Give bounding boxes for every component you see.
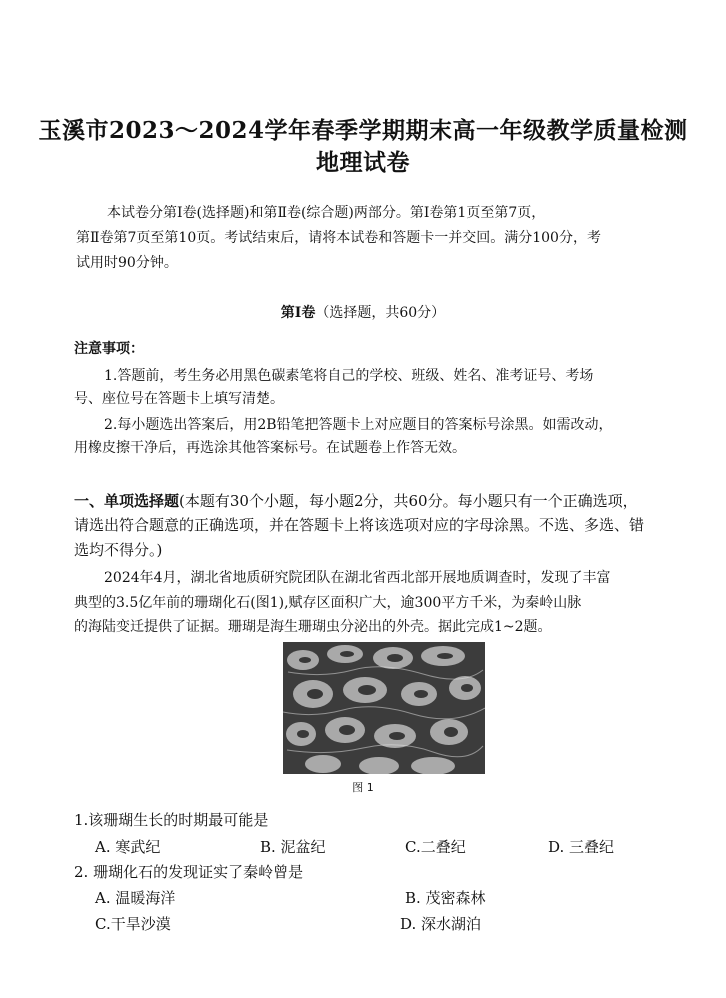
coral-fossil-image: [283, 642, 485, 774]
section-heading: [0, 300, 726, 327]
question-1-option-a: A. 寒武纪: [95, 838, 161, 856]
note2-line-2: 用橡皮擦干净后，再选涂其他答案标号。在试题卷上作答无效。: [74, 440, 466, 456]
question-2-option-d: D. 深水湖泊: [400, 915, 482, 933]
exam-subtitle: 地理试卷: [316, 149, 410, 176]
question-1-option-b: B. 泥盆纪: [260, 838, 326, 856]
part1-heading-bold: 一、单项选择题: [74, 492, 180, 510]
question-2-option-b: B. 茂密森林: [405, 889, 486, 907]
figure-caption: 图 1: [352, 781, 374, 794]
intro-line-1: 本试卷分第Ⅰ卷(选择题)和第Ⅱ卷(综合题)两部分。第Ⅰ卷第1页至第7页，: [107, 205, 546, 221]
intro-line-2: 第Ⅱ卷第7页至第10页。考试结束后，请将本试卷和答题卡一并交回。满分100分，考: [76, 230, 601, 246]
section-heading-bold: 第Ⅰ卷: [280, 305, 316, 321]
passage-line-2: 典型的3.5亿年前的珊瑚化石(图1),赋存区面积广大，逾300平方千米，为秦岭山脉: [74, 595, 582, 611]
part1-heading-line-2: 请选出符合题意的正确选项，并在答题卡上将该选项对应的字母涂黑。不选、多选、错: [74, 516, 645, 534]
question-1-stem: 1.该珊瑚生长的时期最可能是: [74, 811, 269, 829]
part1-heading-line-1: [74, 488, 638, 515]
part1-heading-line-3: 选均不得分。): [74, 541, 163, 559]
section-heading-rest: （选择题，共60分）: [315, 305, 446, 321]
note2-line-1: 2.每小题选出答案后，用2B铅笔把答题卡上对应题目的答案标号涂黑。如需改动，: [104, 417, 613, 433]
question-2-option-c: C.干旱沙漠: [95, 915, 171, 933]
intro-line-3: 试用时90分钟。: [76, 255, 178, 271]
question-2-stem: 2. 珊瑚化石的发现证实了秦岭曾是: [74, 863, 304, 881]
notes-title: 注意事项：: [74, 341, 144, 357]
question-1-option-c: C.二叠纪: [405, 838, 466, 856]
passage-line-3: 的海陆变迁提供了证据。珊瑚是海生珊瑚虫分泌出的外壳。据此完成1~2题。: [74, 619, 552, 635]
question-1-option-d: D. 三叠纪: [548, 838, 615, 856]
question-2-option-a: A. 温暖海洋: [95, 889, 176, 907]
note1-line-2: 号、座位号在答题卡上填写清楚。: [74, 391, 284, 407]
coral-fossil-graphic: [283, 642, 485, 774]
passage-line-1: 2024年4月，湖北省地质研究院团队在湖北省西北部开展地质调查时，发现了丰富: [104, 570, 611, 586]
part1-heading-rest: (本题有30个小题，每小题2分，共60分。每小题只有一个正确选项，: [179, 492, 638, 510]
exam-title: 玉溪市2023～2024学年春季学期期末高一年级教学质量检测: [38, 117, 688, 144]
note1-line-1: 1.答题前，考生务必用黑色碳素笔将自己的学校、班级、姓名、准考证号、考场: [104, 368, 594, 384]
